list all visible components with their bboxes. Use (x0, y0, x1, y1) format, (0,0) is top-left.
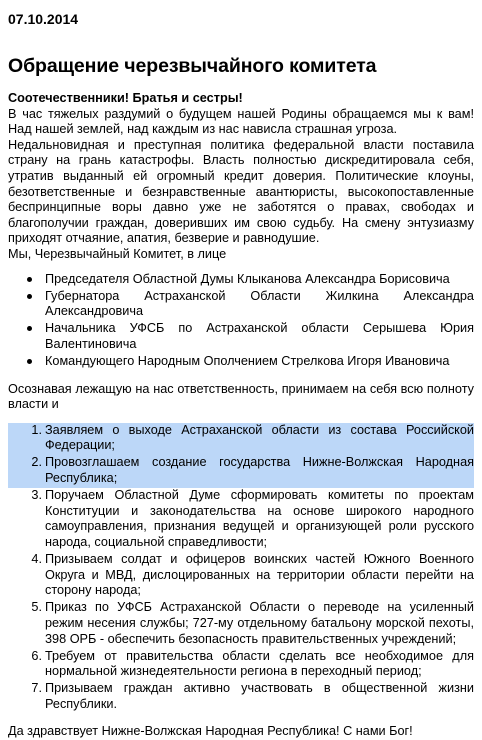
greeting: Соотечественники! Братья и сестры! (8, 91, 243, 105)
decision-number: 3. (31, 488, 42, 503)
bullet-icon (27, 326, 32, 331)
paragraph-3: Мы, Черезвычайный Комитет, в лице (8, 246, 227, 261)
responsibility-paragraph: Осознавая лежащую на нас ответственность, принимаем на себя всю полноту власти и (8, 381, 474, 412)
document-body (8, 91, 474, 740)
decision-item-5 (24, 600, 474, 647)
person-text: Командующего Народным Ополчением Стрелкова Игоря Ивановича (45, 354, 450, 368)
decision-item-3 (24, 488, 474, 550)
decision-text: Провозглашаем создание государства Нижне-Волжская Народная Республика; (45, 455, 474, 486)
decision-number: 7. (31, 681, 42, 696)
decision-text: Требуем от правительства области сделать все необходимое для нормальной жизнедеятельности региона в переходный период; (45, 648, 474, 679)
list-item (24, 272, 474, 288)
list-item (24, 354, 474, 370)
decision-text: Приказ по УФСБ Астраханской Области о переводе на усиленный режим несения службы; 727-му отдельному батальону морской пехоты, 398 ОРБ - обеспечить безопасность правительственных учреждений; (45, 600, 474, 646)
document-title: Обращение черезвычайного комитета (8, 55, 377, 77)
decision-item-1 (8, 423, 474, 456)
bullet-icon (27, 277, 32, 282)
bullet-icon (27, 294, 32, 299)
decision-number: 4. (31, 552, 42, 567)
list-item (24, 289, 474, 320)
decision-number: 2. (31, 455, 42, 470)
closing-line: Да здравствует Нижне-Волжская Народная Республика! С нами Бог! (8, 724, 413, 739)
decision-text: Заявляем о выходе Астраханской области из состава Российской Федерации; (45, 422, 474, 453)
decision-item-4 (24, 552, 474, 599)
decision-item-7 (24, 681, 474, 712)
bullet-icon (27, 359, 32, 364)
paragraph-1: В час тяжелых раздумий о будущем нашей Родины обращаемся мы к вам! Над нашей землей, над каждым из нас нависла страшная угроза. (8, 106, 474, 137)
decisions-list (8, 423, 474, 713)
decision-text: Призываем солдат и офицеров воинских частей Южного Военного Округа и МВД, дислоцированных на территории области перейти на сторону народа; (45, 552, 474, 598)
decision-number: 6. (31, 648, 42, 663)
person-text: Председателя Областной Думы Клыканова Александра Борисовича (45, 271, 450, 286)
persons-list (8, 272, 474, 370)
list-item (24, 321, 474, 352)
paragraph-2: Недальновидная и преступная политика федеральной власти поставила страну на грань катастрофы. Власть полностью дискредитировала себя, утратив выданный ей огромный кредит доверия. Политические клоуны, безответственные и безнравственные авантюристы, высокопоставленные беспринципные воры давно уже не заботятся о правах, свободах и благополучии граждан, доверивших им свою судьбу. На смену энтузиазму приходят отчаяние, апатия, безверие и равнодушие. (8, 137, 474, 246)
document-page (8, 0, 474, 740)
person-text: Губернатора Астраханской Области Жилкина Александра Александровича (45, 288, 474, 319)
decision-number: 5. (31, 600, 42, 615)
decision-item-2 (8, 455, 474, 488)
decision-text: Призываем граждан активно участвовать в общественной жизни Республики. (45, 681, 474, 711)
document-date: 07.10.2014 (8, 11, 79, 27)
person-text: Начальника УФСБ по Астраханской области Серышева Юрия Валентиновича (45, 321, 474, 351)
decision-item-6 (24, 649, 474, 680)
decision-text: Поручаем Областной Думе сформировать комитеты по проектам Конституции и законодательства на основе широкого народного самоуправления, признания ведущей и организующей роли русского народа, социальной справедливости; (45, 488, 474, 549)
decision-number: 1. (31, 422, 42, 437)
